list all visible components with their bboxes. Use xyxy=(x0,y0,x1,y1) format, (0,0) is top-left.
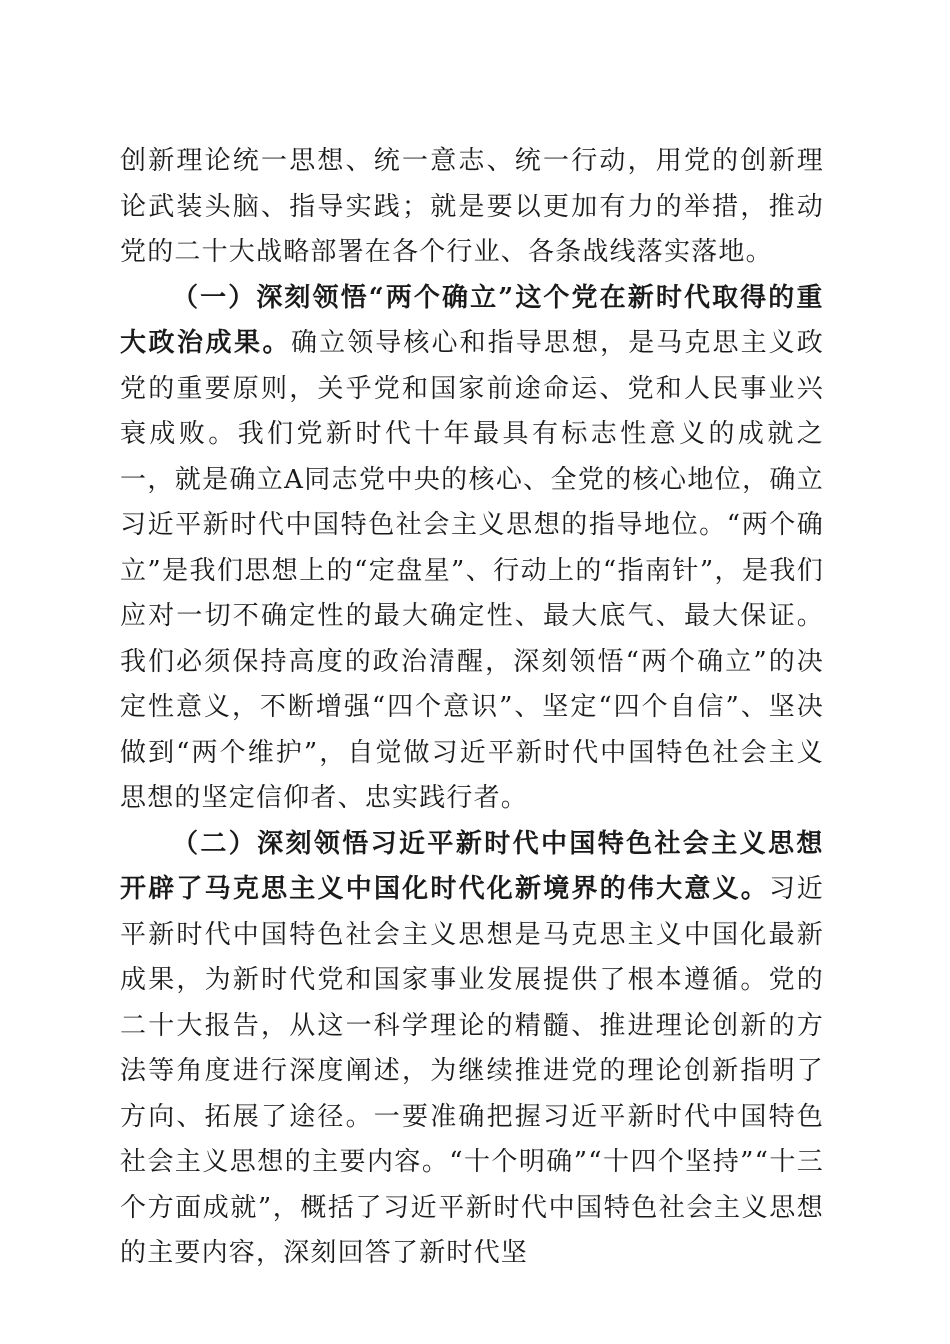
paragraph-1 xyxy=(120,139,824,276)
paragraph-2 xyxy=(120,276,824,822)
document-body xyxy=(120,139,824,1277)
section-heading-2: （二）深刻领悟习近平新时代中国特色社会主义思想开辟了马克思主义中国化时代化新境界的伟大意义。 xyxy=(120,828,824,904)
paragraph-1-text: 创新理论统一思想、统一意志、统一行动，用党的创新理论武装头脑、指导实践；就是要以更加有力的举措，推动党的二十大战略部署在各个行业、各条战线落实落地。 xyxy=(120,146,824,267)
paragraph-3-text: 习近平新时代中国特色社会主义思想是马克思主义中国化最新成果，为新时代党和国家事业发展提供了根本遵循。党的二十大报告，从这一科学理论的精髓、推进理论创新的方法等角度进行深度阐述，为继续推进党的理论创新指明了方向、拓展了途径。一要准确把握习近平新时代中国特色社会主义思想的主要内容。“十个明确”“十四个坚持”“十三个方面成就”，概括了习近平新时代中国特色社会主义思想的主要内容，深刻回答了新时代坚 xyxy=(120,874,824,1268)
paragraph-3 xyxy=(120,822,824,1277)
section-heading-1: （一）深刻领悟“两个确立”这个党在新时代取得的重大政治成果。 xyxy=(120,282,824,358)
paragraph-2-text: 确立领导核心和指导思想，是马克思主义政党的重要原则，关乎党和国家前途命运、党和人民事业兴衰成败。我们党新时代十年最具有标志性意义的成就之一，就是确立A同志党中央的核心、全党的核心地位，确立习近平新时代中国特色社会主义思想的指导地位。“两个确立”是我们思想上的“定盘星”、行动上的“指南针”，是我们应对一切不确定性的最大确定性、最大底气、最大保证。我们必须保持高度的政治清醒，深刻领悟“两个确立”的决定性意义，不断增强“四个意识”、坚定“四个自信”、坚决做到“两个维护”，自觉做习近平新时代中国特色社会主义思想的坚定信仰者、忠实践行者。 xyxy=(120,328,824,813)
